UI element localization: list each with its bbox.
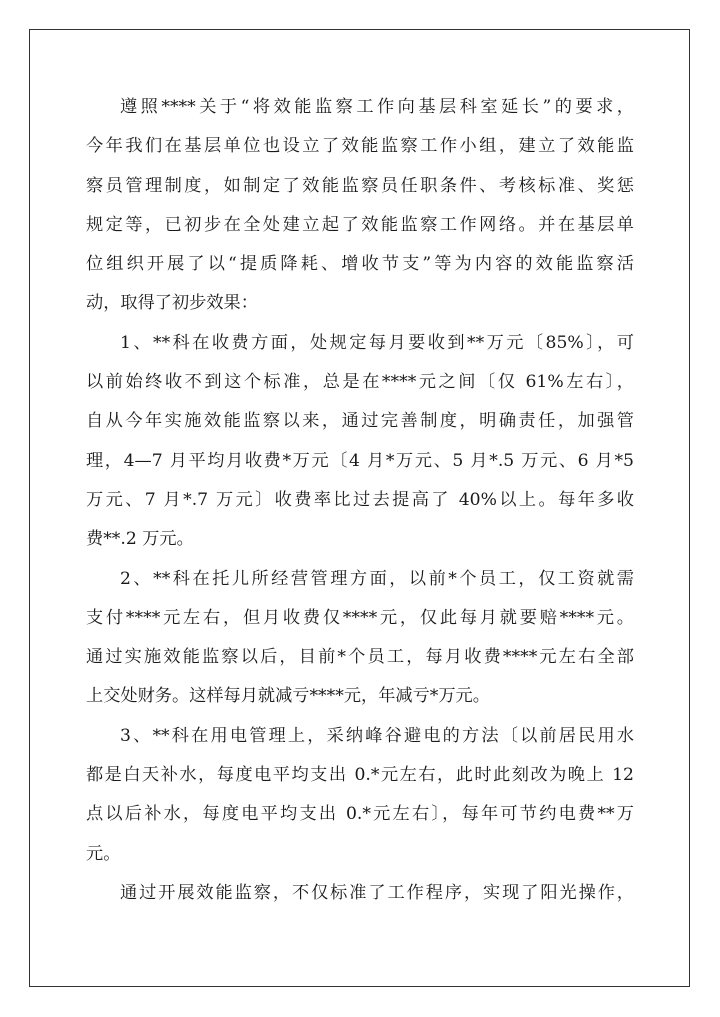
text-line: 以前始终收不到这个标准，总是在****元之间〔仅 61%左右〕， (86, 372, 634, 393)
text-line: 支付****元左右，但月收费仅****元，仅此每月就要赔****元。 (86, 607, 634, 628)
text-line: 元。 (86, 843, 121, 864)
text-line: 自从今年实施效能监察以来，通过完善制度，明确责任，加强管 (86, 411, 634, 432)
text-line: 动，取得了初步效果： (86, 293, 258, 314)
text-line: 通过实施效能监察以后，目前*个员工，每月收费****元左右全部 (86, 647, 634, 668)
text-line: 2、**科在托儿所经营管理方面，以前*个员工，仅工资就需 (120, 568, 634, 589)
text-line: 3、**科在用电管理上，采纳峰谷避电的方法〔以前居民用水 (120, 725, 634, 746)
text-line: 通过开展效能监察，不仅标准了工作程序，实现了阳光操作， (120, 882, 634, 903)
text-line: 1、**科在收费方面，处规定每月要收到**万元〔85%〕，可 (120, 332, 634, 353)
text-line: 上交处财务。这样每月就减亏****元，年减亏*万元。 (86, 686, 490, 707)
text-line: 都是白天补水，每度电平均支出 0.*元左右，此时此刻改为晚上 12 (86, 765, 634, 786)
text-line: 理，4—7 月平均月收费*万元〔4 月*万元、5 月*.5 万元、6 月*5 (86, 450, 634, 471)
text-line: 规定等，已初步在全处建立起了效能监察工作网络。并在基层单 (86, 214, 634, 235)
text-line: 位组织开展了以“提质降耗、增收节支”等为内容的效能监察活 (86, 254, 634, 275)
text-line: 察员管理制度，如制定了效能监察员任职条件、考核标准、奖惩 (86, 175, 634, 196)
text-line: 万元、7 月*.7 万元〕收费率比过去提高了 40%以上。每年多收 (86, 489, 634, 510)
text-line: 点以后补水，每度电平均支出 0.*元左右〕，每年可节约电费**万 (86, 804, 634, 825)
text-line: 费**.2 万元。 (86, 529, 194, 550)
text-line: 今年我们在基层单位也设立了效能监察工作小组，建立了效能监 (86, 136, 634, 157)
text-line: 遵照****关于“将效能监察工作向基层科室延长”的要求， (120, 97, 634, 117)
document-body (86, 88, 634, 913)
